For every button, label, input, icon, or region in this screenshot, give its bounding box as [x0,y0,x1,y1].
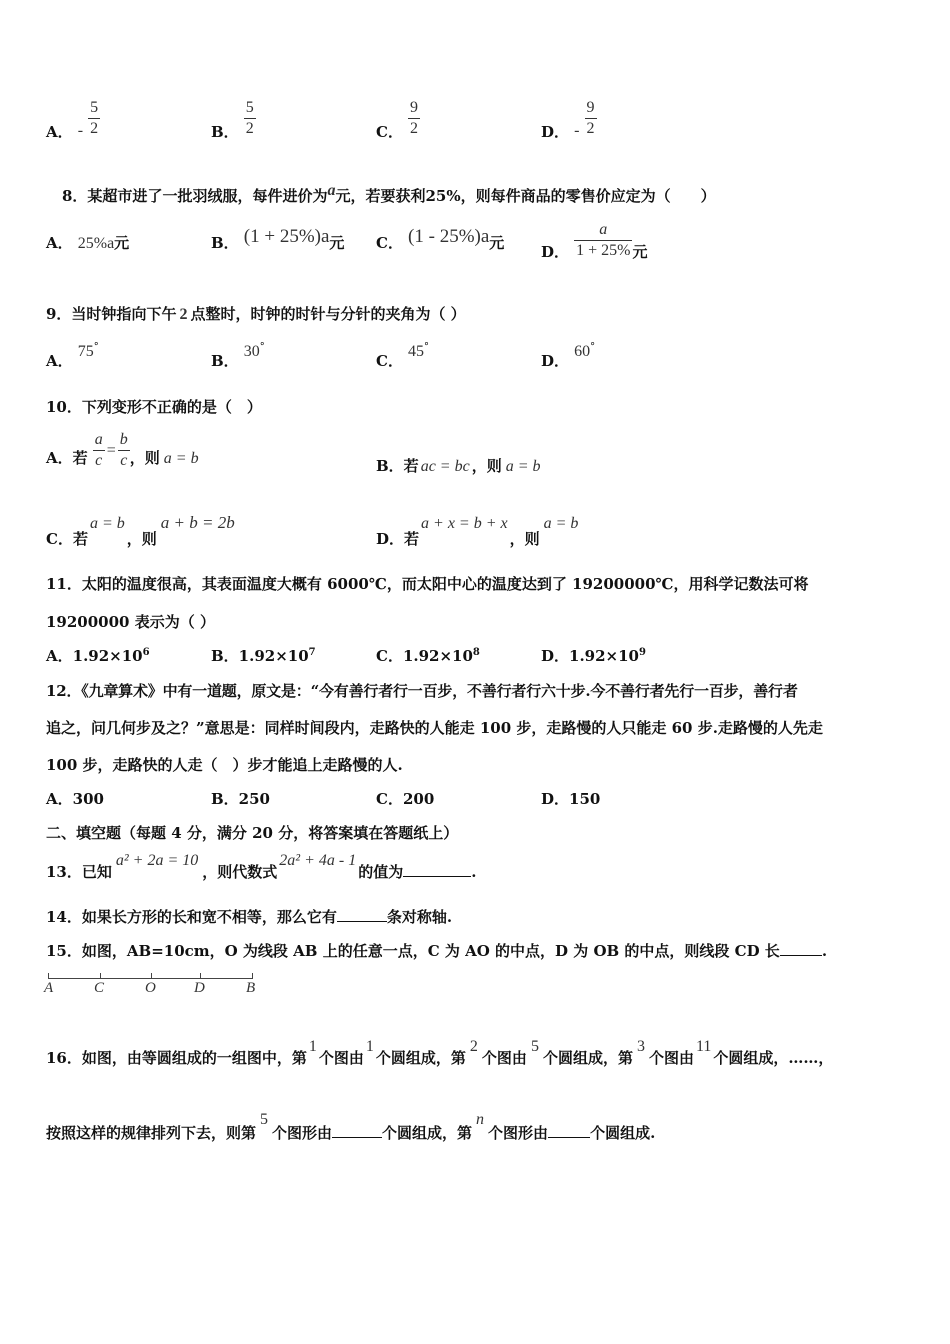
tick [151,973,152,979]
option-label: C． [376,234,403,252]
stem-text: 14．如果长方形的长和宽不相等，那么它有 [46,908,337,926]
numerator: 5 [244,98,256,119]
expression: 2a² + 4a - 1 [279,852,357,869]
q12-option-d: D．150 [541,790,601,808]
value: 45 [408,343,425,360]
fraction [585,98,597,139]
option-label: A． [46,352,73,370]
q12-stem-line2: 追之，问几何步及之？”意思是：同样时间段内，走路快的人能走 100 步，走路慢的人只能走 60 步.走路慢的人先走 [46,719,823,737]
stem-text: 元，若要获利25%，则每件商品的零售价应定为（ ） [335,187,716,205]
stem-text: 个圆组成，……， [713,1049,834,1067]
answer-blank[interactable] [780,941,822,956]
unit: 元 [489,234,505,252]
option-label: D． [541,243,570,261]
number: 2 [179,306,188,323]
stem-text: 按照这样的规律排列下去，则第 [46,1124,257,1142]
tick [48,973,49,979]
sign: - [77,122,84,139]
q7-option-c [376,98,420,139]
variable: n [476,1111,485,1128]
degree-sign: ° [259,341,265,353]
fraction [93,430,105,471]
answer-blank[interactable] [548,1123,590,1138]
q11-option-a [46,645,150,666]
period: . [821,942,828,960]
stem-text: 个圆组成，第 [382,1124,473,1142]
q7-option-d [541,98,597,139]
q10-option-b [376,455,541,476]
option-label: D．若 [376,530,420,548]
tick [252,973,253,979]
numerator: 5 [88,98,100,119]
option-label: A． [46,123,73,141]
denominator: 2 [90,120,99,137]
q12-stem-line3: 100 步，走路快的人走（ ）步才能追上走路慢的人. [46,756,403,774]
then-text: ，则 [509,530,540,548]
tick [200,973,201,979]
tick [100,973,101,979]
number: 5 [260,1111,269,1128]
option-label: B． [211,352,239,370]
option-label: C． [376,352,403,370]
stem-text: 个图由 [648,1049,694,1067]
option-label: A．若 [46,449,88,467]
value: 75 [77,343,94,360]
answer-blank[interactable] [403,862,471,877]
q11-option-c [376,645,480,666]
numerator: 9 [585,98,597,119]
q8-option-c [376,226,505,254]
point-label-o: O [145,980,156,996]
option-label: C． [376,123,403,141]
exponent: 8 [472,647,480,658]
degree-sign: ° [93,341,99,353]
q8-option-b [211,226,345,254]
stem-text: 个圆组成. [590,1124,656,1142]
q10-stem: 10．下列变形不正确的是（ ） [46,398,262,416]
stem-text: 13．已知 [46,863,112,881]
fraction [118,430,130,471]
q12-option-a: A．300 [46,790,104,808]
q11-stem-line2: 19200000 表示为（ ） [46,613,215,631]
point-label-b: B [246,980,256,996]
unit: 元 [329,234,345,252]
q10-option-c [46,512,235,548]
stem-text: 个圆组成，第 [375,1049,466,1067]
section-heading: 二、填空题（每题 4 分，满分 20 分，将答案填在答题纸上） [46,824,459,842]
q7-option-b [211,98,256,139]
numerator: 9 [408,98,420,119]
denominator: c [95,452,103,469]
option-label: D．1.92×10 [541,647,639,665]
q12-option-b: B．250 [211,790,270,808]
q11-option-b [211,645,316,666]
result: a + b = 2b [160,513,235,532]
unit: 元 [632,243,648,261]
stem-text: 16．如图，由等圆组成的一组图中，第 [46,1049,307,1067]
fraction [88,98,100,139]
stem-text: 的值为 [358,863,404,881]
option-label: A．1.92×10 [46,647,143,665]
option-label: B． [211,234,239,252]
then-text: ，则 [126,530,157,548]
fraction [244,98,256,139]
q11-stem-line1: 11．太阳的温度很高，其表面温度大概有 6000℃，而太阳中心的温度达到了 19200000℃，用科学记数法可将 [46,575,809,593]
period: . [471,863,477,881]
line-segment-figure [44,968,260,1002]
q9-option-c [376,340,430,370]
numerator: a [93,430,105,451]
option-label: D． [541,123,570,141]
stem-text: 9．当时钟指向下午 [46,305,177,323]
then-text: ，则 [471,457,502,475]
degree-sign: ° [590,341,596,353]
number: 11 [695,1038,712,1055]
q8-option-d [541,220,647,261]
result: a = b [543,515,579,532]
fraction [408,98,420,139]
value: 60 [574,343,591,360]
variable: a [327,182,336,199]
q8-option-a [46,232,129,253]
q9-stem [46,303,466,324]
option-label: A． [46,234,73,252]
option-label: B． [211,123,239,141]
number: 2 [469,1038,478,1055]
point-label-c: C [94,980,105,996]
denominator: 2 [410,120,419,137]
q14 [46,906,452,927]
stem-text: 8．某超市进了一批羽绒服，每件进价为 [62,187,328,205]
numerator: a [574,220,632,241]
fraction [574,220,632,261]
stem-text: 点整时，时钟的时针与分针的夹角为（ ） [190,305,466,323]
option-label: B．若 [376,457,419,475]
result: a = b [505,458,541,475]
q8-stem [62,182,716,206]
stem-text: 个图由 [481,1049,527,1067]
then-text: ，则 [129,449,160,467]
stem-text: 个圆组成，第 [542,1049,633,1067]
expression: (1 + 25%)a [243,226,330,247]
answer-blank[interactable] [332,1123,382,1138]
value: 30 [243,343,260,360]
stem-text: ，则代数式 [202,863,278,881]
numerator: b [118,430,130,451]
q16-line2 [46,1108,656,1142]
degree-sign: ° [424,341,430,353]
q10-option-d [376,512,579,548]
q11-option-d [541,645,646,666]
q12-option-c: C．200 [376,790,435,808]
number: 5 [530,1038,539,1055]
stem-text: 个图形由 [272,1124,333,1142]
option-label: B．1.92×10 [211,647,309,665]
q13 [46,849,477,881]
number: 1 [308,1038,317,1055]
equals: = [106,442,116,459]
condition: a + x = b + x [421,515,508,532]
stem-text: 条对称轴. [386,908,453,926]
q15 [46,940,827,961]
denominator: 2 [586,120,595,137]
point-label-a: A [44,980,54,996]
denominator: c [120,452,128,469]
point-label-d: D [194,980,205,996]
result: a = b [163,450,199,467]
q10-option-a [46,430,199,471]
condition: a = b [89,515,125,532]
q9-option-b [211,340,265,370]
number: 3 [636,1038,645,1055]
answer-blank[interactable] [337,907,387,922]
q16-line1 [46,1035,834,1067]
unit: 元 [114,234,130,252]
q9-option-d [541,340,596,370]
q7-option-a [46,98,100,139]
option-label: C．若 [46,530,88,548]
exponent: 6 [142,647,150,658]
expression: (1 - 25%)a [408,226,490,247]
denominator: 1 + 25% [576,242,631,259]
option-label: D． [541,352,570,370]
stem-text: 个图由 [318,1049,364,1067]
sign: - [574,122,580,139]
denominator: 2 [245,120,254,137]
number: 1 [365,1038,374,1055]
option-label: C．1.92×10 [376,647,473,665]
stem-text: 15．如图，AB=10cm，O 为线段 AB 上的任意一点，C 为 AO 的中点，D 为 OB 的中点，则线段 CD 长 [46,942,780,960]
condition: ac = bc [420,458,470,475]
q12-stem-line1: 12．《九章算术》中有一道题，原文是：“今有善行者行一百步，不善行者行六十步.今不善行者先行一百步，善行者 [46,682,798,700]
stem-text: 个图形由 [488,1124,549,1142]
expression: 25%a [77,235,115,252]
condition: a² + 2a = 10 [115,852,199,869]
exponent: 9 [638,647,646,658]
exponent: 7 [308,647,316,658]
q9-option-a [46,340,99,370]
